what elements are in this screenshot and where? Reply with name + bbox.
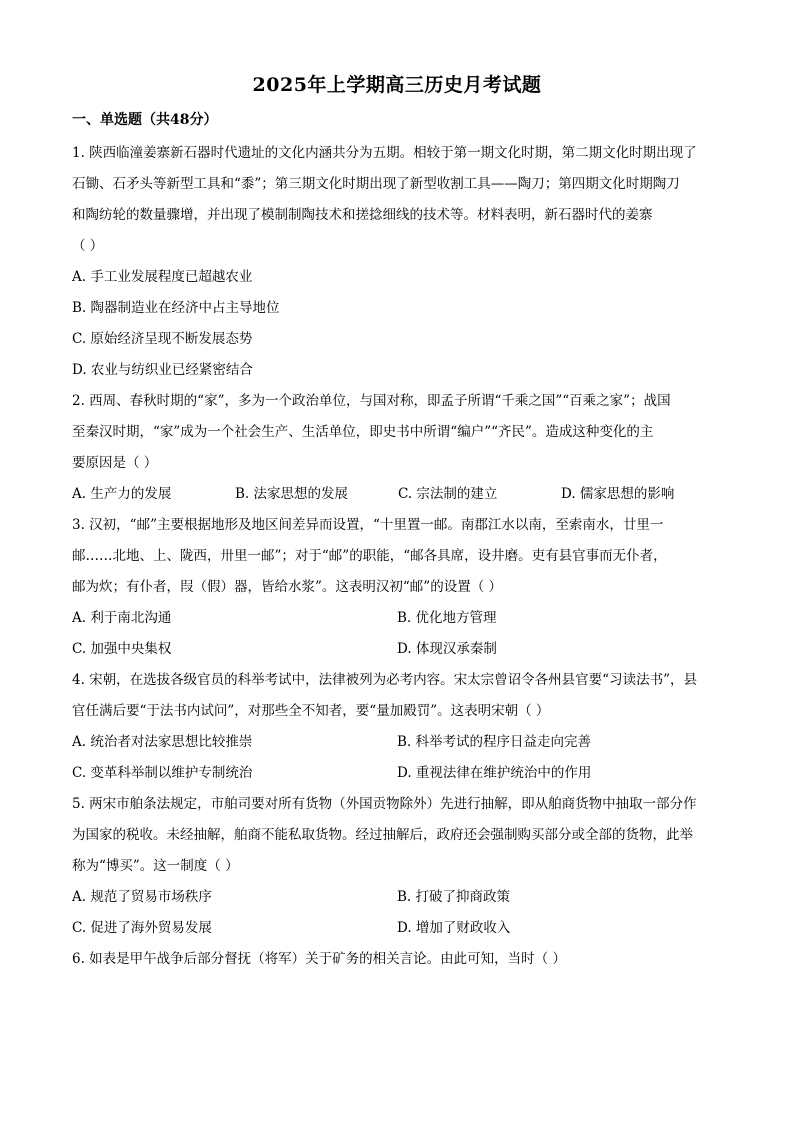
option-a[interactable]: A. 手工业发展程度已超越农业	[72, 269, 253, 285]
option-c[interactable]: C. 促进了海外贸易发展	[72, 920, 212, 936]
options-row	[72, 727, 724, 758]
question-text-line: 3. 汉初，“邮”主要根据地形及地区间差异而设置，“十里置一邮。南郡江水以南，至索南水，廿里一	[72, 517, 664, 533]
question-list	[72, 138, 724, 975]
option-c[interactable]: C. 原始经济呈现不断发展态势	[72, 331, 253, 347]
question-text-line: 1. 陕西临潼姜寨新石器时代遗址的文化内涵共分为五期。相较于第一期文化时期，第二期文化时期出现了	[72, 145, 697, 161]
question-5	[72, 789, 724, 944]
options-row	[72, 479, 724, 510]
question-2	[72, 386, 724, 510]
option-a[interactable]: A. 利于南北沟通	[72, 610, 172, 626]
question-4	[72, 665, 724, 789]
question-text-line: 4. 宋朝，在选拔各级官员的科举考试中，法律被列为必考内容。宋太宗曾诏令各州县官要“习读法书”，县	[72, 672, 697, 688]
question-3	[72, 510, 724, 665]
option-d[interactable]: D. 增加了财政收入	[397, 920, 511, 936]
options-row	[72, 634, 724, 665]
question-1	[72, 138, 724, 386]
option-c[interactable]: C. 加强中央集权	[72, 641, 172, 657]
question-text-line: 2. 西周、春秋时期的“家”，多为一个政治单位，与国对称，即孟子所谓“千乘之国”“百乘之家”；战国	[72, 393, 671, 409]
options-row	[72, 913, 724, 944]
options-row	[72, 758, 724, 789]
option-b[interactable]: B. 陶器制造业在经济中占主导地位	[72, 300, 280, 316]
option-b[interactable]: B. 优化地方管理	[397, 610, 497, 626]
question-text-line: 邮……北地、上、陇西，卅里一邮”；对于“邮”的职能，“邮各具席，设井磨。吏有县官事而无仆者，	[72, 548, 667, 564]
question-text-line: 称为“博买”。这一制度（ ）	[72, 858, 239, 874]
option-c[interactable]: C. 变革科举制以维护专制统治	[72, 765, 253, 781]
question-text-line: 6. 如表是甲午战争后部分督抚（将军）关于矿务的相关言论。由此可知，当时（ ）	[72, 951, 566, 967]
option-d[interactable]: D. 重视法律在维护统治中的作用	[397, 765, 592, 781]
section-heading: 一、单选题（共48分）	[72, 112, 218, 128]
option-a[interactable]: A. 统治者对法家思想比较推崇	[72, 734, 253, 750]
question-text-line: （ ）	[72, 238, 104, 254]
question-text-line: 为国家的税收。未经抽解，舶商不能私取货物。经过抽解后，政府还会强制购买部分或全部的货物，此举	[72, 827, 693, 843]
option-d[interactable]: D. 农业与纺织业已经紧密结合	[72, 362, 253, 378]
question-text-line: 要原因是（ ）	[72, 455, 158, 471]
option-b[interactable]: B. 科举考试的程序日益走向完善	[397, 734, 592, 750]
option-d[interactable]: D. 儒家思想的影响	[561, 486, 675, 502]
option-a[interactable]: A. 生产力的发展	[72, 486, 172, 502]
question-text-line: 和陶纺轮的数量骤增，并出现了模制制陶技术和搓捻细线的技术等。材料表明，新石器时代的姜寨	[72, 207, 653, 223]
option-a[interactable]: A. 规范了贸易市场秩序	[72, 889, 212, 905]
options-row	[72, 603, 724, 634]
question-text-line: 至秦汉时期，“家”成为一个社会生产、生活单位，即史书中所谓“编户”“齐民”。造成这种变化的主	[72, 424, 654, 440]
question-text-line: 邮为炊；有仆者，叚（假）器，皆给水浆”。这表明汉初“邮”的设置（ ）	[72, 579, 502, 595]
option-b[interactable]: B. 打破了抑商政策	[397, 889, 511, 905]
question-text-line: 官任满后要“于法书内试问”，对那些全不知者，要“量加殿罚”。这表明宋朝（ ）	[72, 703, 550, 719]
question-6	[72, 944, 724, 975]
question-text-line: 5. 两宋市舶条法规定，市舶司要对所有货物（外国贡物除外）先进行抽解，即从舶商货物中抽取一部分作	[72, 796, 697, 812]
options-row	[72, 882, 724, 913]
option-b[interactable]: B. 法家思想的发展	[235, 486, 349, 502]
page-title: 2025年上学期高三历史月考试题	[252, 74, 542, 96]
question-text-line: 石锄、石矛头等新型工具和“黍”；第三期文化时期出现了新型收割工具——陶刀；第四期文化时期陶刀	[72, 176, 680, 192]
option-d[interactable]: D. 体现汉承秦制	[397, 641, 497, 657]
option-c[interactable]: C. 宗法制的建立	[398, 486, 498, 502]
